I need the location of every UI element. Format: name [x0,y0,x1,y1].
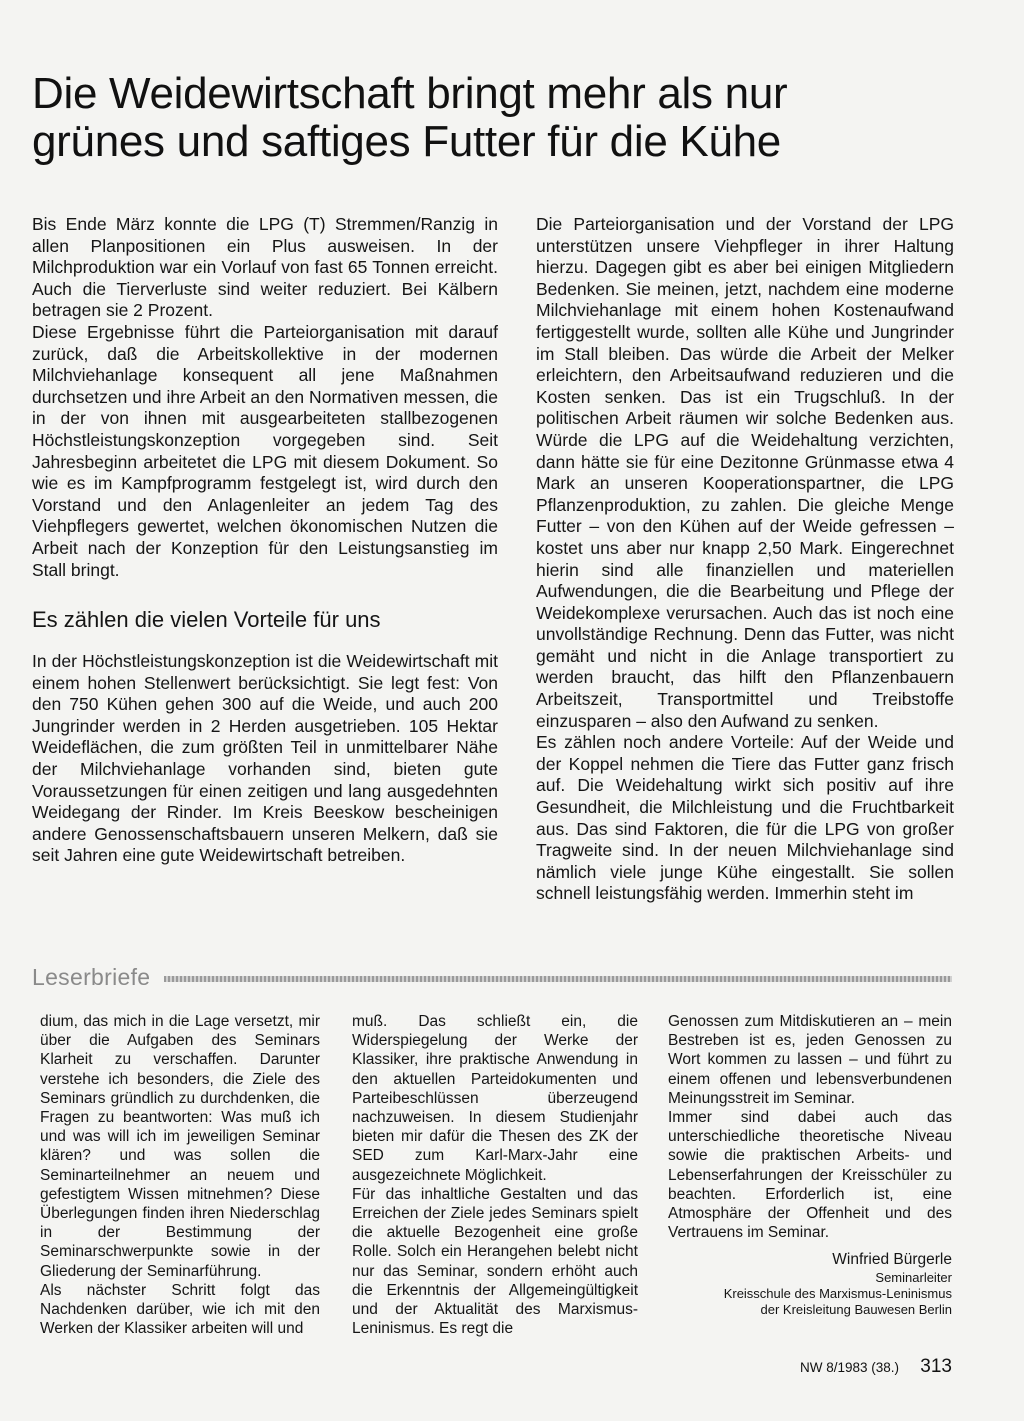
signature-name: Winfried Bürgerle [832,1251,952,1269]
page-footer [800,1356,952,1378]
letter-signature [668,1250,952,1318]
letter-paragraph: Für das inhaltliche Gestalten und das Erreichen der Ziele jedes Seminars spielt die aktuelle Bezogenheit eine große Rolle. Solch ein Herangehen belebt nicht nur das Seminar, sondern erhöht auch die Erkenntnis der Allgemeingültigkeit und der Aktualität des Marxismus-Leninismus. Es regt die [352,1185,638,1338]
article-paragraph: Diese Ergebnisse führt die Parteiorganisation mit darauf zurück, daß die Arbeitskollektive in der modernen Milchviehanlage konsequent all jene Maßnahmen durchsetzen und ihre Arbeit an den Normativen messen, die in der von ihnen mit ausgearbeiteten stallbezogenen Höchstleistungskonzeption vorgegeben sind. Seit Jahresbeginn arbeitetet die LPG mit diesem Dokument. So wie es im Kampfprogramm festgelegt ist, wird durch den Vorstand und den Anlagenleiter an jedem Tag des Viehpflegers gewertet, welchen ökonomischen Nutzen die Arbeit nach der Konzeption für den Leistungsanstieg im Stall bringt. [32,321,498,580]
letters-section-header [32,960,952,994]
page-number: 313 [920,1356,952,1377]
signature-role: Seminarleiter [875,1270,952,1286]
article-paragraph: In der Höchstleistungskonzeption ist die Weidewirtschaft mit einem hohen Stellenwert berücksichtigt. Sie legt fest: Von den 750 Kühen gehen 300 auf die Weide, und auch 200 Jungrinder werden in 2 Herden ausgetrieben. 105 Hektar Weideflächen, die zum größten Teil in unmittelbarer Nähe der Milchviehanlage vorhanden sind, bieten gute Voraussetzungen für einen zeitigen und lang ausgedehnten Weidegang der Rinder. Im Kreis Beeskow bescheinigen andere Genossenschaftsbauern unseren Melkern, daß sie seit Jahren eine gute Weidewirtschaft betreiben. [32,651,498,866]
letter-paragraph: Als nächster Schritt folgt das Nachdenken darüber, wie ich mit den Werken der Klassiker arbeiten will und [40,1281,320,1338]
letter-paragraph: Immer sind dabei auch das unterschiedliche theoretische Niveau sowie die praktischen Arbeits- und Lebenserfahrungen der Kreisschüler zu beachten. Erforderlich ist, eine Atmosphäre der Offenheit und des Vertrauens im Seminar. [668,1109,952,1242]
article-column-right [536,214,954,905]
letter-paragraph: Genossen zum Mitdiskutieren an – mein Bestreben ist es, jeden Genossen zu Wort kommen zu lassen – und führt zu einem offenen und lebensverbundenen Meinungsstreit im Seminar. [668,1013,952,1107]
letters-column-2 [352,1012,638,1338]
headline [32,70,972,166]
letters-section-title: Leserbriefe [32,963,151,990]
article-column-left [32,214,498,867]
signature-organization: Kreisschule des Marxismus-Leninismus [723,1286,952,1302]
article-paragraph: Die Parteiorganisation und der Vorstand der LPG unterstützen unsere Viehpfleger in ihrer Haltung hierzu. Dagegen gibt es aber bei einigen Mitgliedern Bedenken. Sie meinen, jetzt, nachdem eine moderne Milchviehanlage mit einem hohen Kostenaufwand fertiggestellt wurde, sollten alle Kühe und Jungrinder im Stall bleiben. Das würde die Arbeit der Melker erleichtern, den Arbeitsaufwand reduzieren und die Kosten senken. Das ist ein Trugschluß. In der politischen Arbeit räumen wir solche Bedenken aus. Würde die LPG auf die Weidehaltung verzichten, dann hätte sie für eine Dezitonne Grünmasse etwa 4 Mark an unseren Kooperationspartner, die LPG Pflanzenproduktion, zu zahlen. Die gleiche Menge Futter – von den Kühen auf der Weide gefressen – kostet uns aber nur knapp 2,50 Mark. Eingerechnet hierin sind alle finanziellen und materiellen Aufwendungen, die die Bearbeitung und Pflege der Weidekomplexe verursachen. Auch das ist noch eine unvollständige Rechnung. Denn das Futter, was nicht gemäht und nicht in die Anlage transportiert zu werden braucht, das hilft den Pflanzenbauern Arbeitszeit, Transportmittel und Treibstoffe einzusparen – also den Aufwand zu senken. [536,214,954,731]
letters-column-3 [668,1012,952,1318]
article-paragraph: Bis Ende März konnte die LPG (T) Stremmen/Ranzig in allen Planpositionen ein Plus ausweisen. In der Milchproduktion war ein Vorlauf von fast 65 Tonnen erreicht. Auch die Tierverluste sind weiter reduziert. Bei Kälbern betragen sie 2 Prozent. [32,214,498,321]
headline-line-2: grünes und saftiges Futter für die Kühe [32,117,781,166]
headline-line-1: Die Weidewirtschaft bringt mehr als nur [32,69,788,118]
letter-paragraph: muß. Das schließt ein, die Widerspiegelung der Werke der Klassiker, ihre praktische Anwendung in den aktuellen Parteidokumenten und Parteibeschlüssen überzeugend nachzuweisen. In diesem Studienjahr bieten mir dafür die Thesen des ZK der SED zum Karl-Marx-Jahr eine ausgezeichnete Möglichkeit. [352,1013,638,1184]
letters-divider [164,976,952,982]
article-paragraph: Es zählen noch andere Vorteile: Auf der Weide und der Koppel nehmen die Tiere das Futter ganz frisch auf. Die Weidehaltung wirkt sich positiv auf ihre Gesundheit, die Milchleistung und die Fruchtbarkeit aus. Das sind Faktoren, die für die LPG von großer Tragweite sind. In der neuen Milchviehanlage sind nämlich viele junge Kühe eingestallt. Sie sollen schnell leistungsfähig werden. Immerhin steht im [536,732,954,904]
signature-organization-unit: der Kreisleitung Bauwesen Berlin [760,1302,952,1318]
letters-column-1 [40,1012,320,1338]
letter-paragraph: dium, das mich in die Lage versetzt, mir über die Aufgaben des Seminars Klarheit zu verschaffen. Darunter verstehe ich besonders, die Ziele des Seminars gründlich zu durchdenken, die Fragen zu beantworten: Was muß ich und was will ich im jeweiligen Seminar klären? und was sollen die Seminarteilnehmer an neuem und gefestigtem Wissen mitnehmen? Diese Überlegungen finden ihren Niederschlag in der Bestimmung der Seminarschwerpunkte sowie in der Gliederung der Seminarführung. [40,1013,320,1280]
article-subheading: Es zählen die vielen Vorteile für uns [32,607,381,633]
issue-reference: NW 8/1983 (38.) [800,1360,900,1375]
